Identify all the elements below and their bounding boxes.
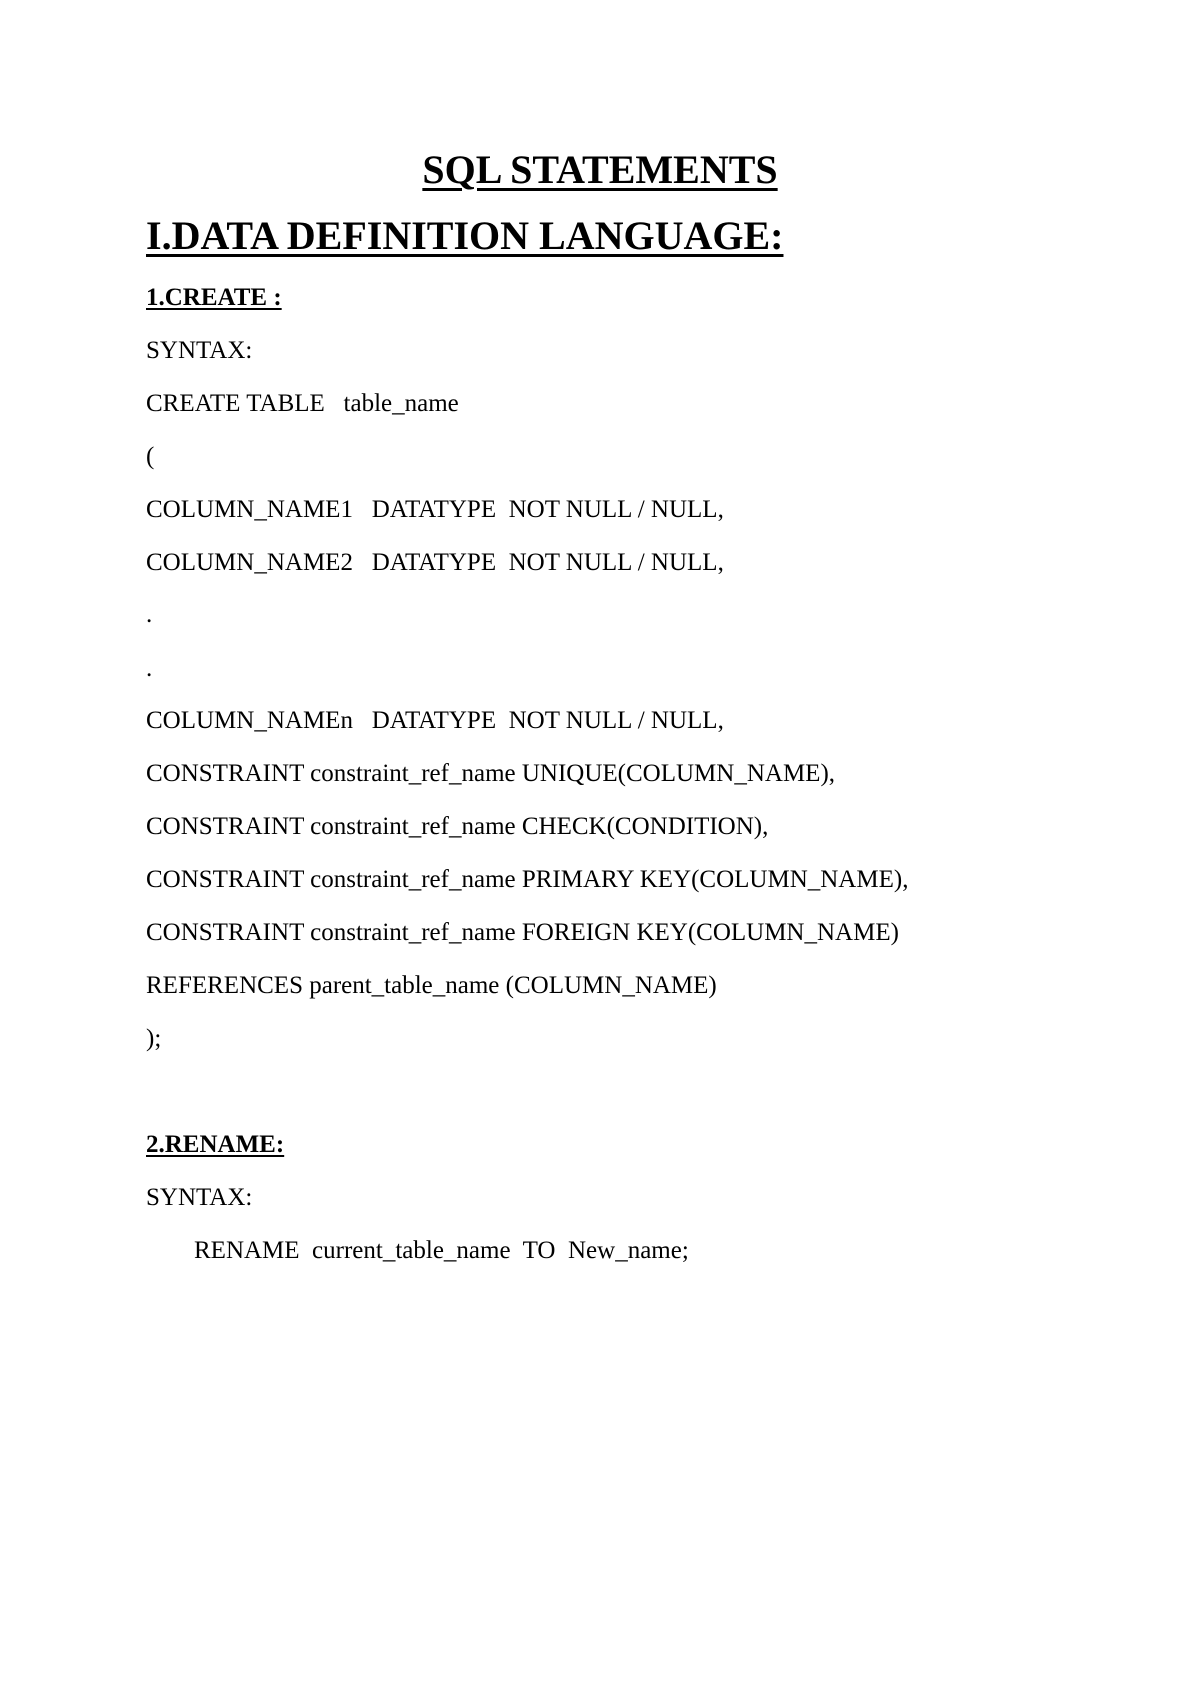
- create-syntax-line: COLUMN_NAME1 DATATYPE NOT NULL / NULL,: [146, 496, 724, 523]
- rename-heading: 2.RENAME:: [146, 1131, 285, 1158]
- create-syntax-line: REFERENCES parent_table_name (COLUMN_NAME): [146, 972, 717, 999]
- create-syntax-line: );: [146, 1025, 162, 1052]
- create-syntax-line: CONSTRAINT constraint_ref_name UNIQUE(COLUMN_NAME),: [146, 760, 836, 787]
- section-heading-ddl: I.DATA DEFINITION LANGUAGE:: [146, 213, 784, 258]
- create-syntax-line: .: [146, 601, 153, 628]
- create-syntax-line: CONSTRAINT constraint_ref_name CHECK(CONDITION),: [146, 813, 769, 840]
- create-syntax-line: CONSTRAINT constraint_ref_name PRIMARY KEY(COLUMN_NAME),: [146, 866, 909, 893]
- create-syntax-line: CREATE TABLE table_name: [146, 390, 459, 417]
- rename-syntax-line: RENAME current_table_name TO New_name;: [194, 1237, 689, 1264]
- create-syntax-line: CONSTRAINT constraint_ref_name FOREIGN KEY(COLUMN_NAME): [146, 919, 899, 946]
- rename-syntax-label: SYNTAX:: [146, 1184, 253, 1211]
- create-syntax-label: SYNTAX:: [146, 337, 253, 364]
- document-title: SQL STATEMENTS: [422, 147, 778, 192]
- create-syntax-line: (: [146, 443, 155, 470]
- create-syntax-line: .: [146, 655, 153, 682]
- create-syntax-line: COLUMN_NAME2 DATATYPE NOT NULL / NULL,: [146, 549, 724, 576]
- create-syntax-line: COLUMN_NAMEn DATATYPE NOT NULL / NULL,: [146, 707, 724, 734]
- create-heading: 1.CREATE :: [146, 284, 282, 311]
